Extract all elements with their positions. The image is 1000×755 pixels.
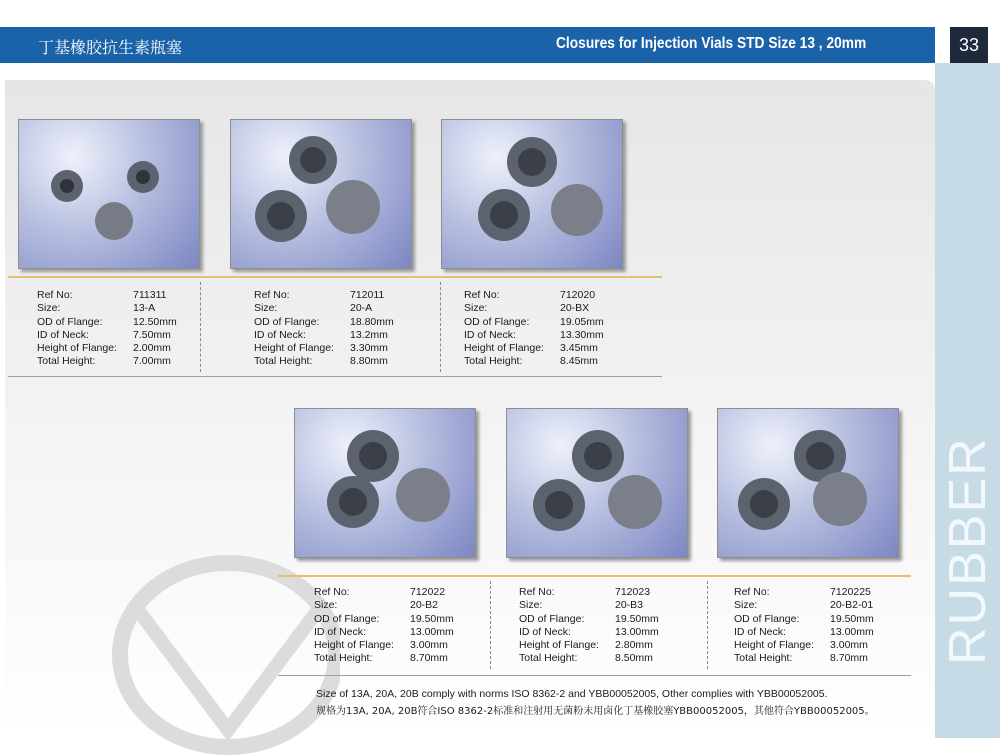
- rubber-stopper-image: [507, 409, 687, 557]
- watermark-logo: [110, 555, 340, 755]
- ref-value: 711311: [133, 289, 167, 301]
- od-flange-value: 19.05mm: [560, 315, 604, 328]
- title-chinese: 丁基橡胶抗生素瓶塞: [38, 38, 183, 57]
- product-photo-712022: [294, 408, 476, 558]
- id-neck-label: ID of Neck:: [254, 328, 306, 341]
- divider-grey: [278, 675, 911, 676]
- od-flange-label: OD of Flange:: [519, 612, 585, 625]
- total-height-label: Total Height:: [314, 652, 373, 665]
- column-divider: [707, 581, 708, 669]
- total-height-value: 8.80mm: [350, 355, 388, 368]
- sidebar-label: RUBBER: [939, 436, 997, 665]
- size-value: 20-B2: [410, 599, 439, 612]
- total-height-value: 8.50mm: [615, 652, 653, 665]
- height-flange-label: Height of Flange:: [37, 342, 117, 355]
- column-divider: [200, 282, 201, 372]
- size-label: Size:: [464, 302, 488, 315]
- page-number: 33: [950, 27, 988, 63]
- ref-label: Ref No:: [37, 289, 73, 301]
- od-flange-value: 18.80mm: [350, 315, 394, 328]
- product-photo-712023: [506, 408, 688, 558]
- id-neck-value: 13.00mm: [410, 625, 454, 638]
- id-neck-value: 13.30mm: [560, 328, 604, 341]
- title-english: Closures for Injection Vials STD Size 13 , 20mm: [556, 35, 867, 52]
- compliance-note-chinese: 规格为13A, 20A, 20B符合ISO 8362-2标准和注射用无菌粉末用卤化丁基橡胶塞YBB00052005，其他符合YBB00052005。: [316, 706, 875, 717]
- id-neck-label: ID of Neck:: [519, 625, 571, 638]
- rubber-stopper-image: [718, 409, 898, 557]
- total-height-label: Total Height:: [734, 652, 793, 665]
- size-value: 20-BX: [560, 302, 590, 315]
- od-flange-value: 19.50mm: [830, 612, 874, 625]
- height-flange-label: Height of Flange:: [734, 639, 814, 652]
- height-flange-value: 2.80mm: [615, 639, 653, 652]
- size-label: Size:: [314, 599, 338, 612]
- ref-value: 712020: [560, 289, 596, 301]
- size-value: 20-B2-01: [830, 599, 874, 612]
- total-height-value: 8.45mm: [560, 355, 598, 368]
- height-flange-value: 3.00mm: [410, 639, 448, 652]
- total-height-label: Total Height:: [37, 355, 96, 368]
- size-value: 20-B3: [615, 599, 644, 612]
- od-flange-label: OD of Flange:: [314, 612, 380, 625]
- compliance-note-english: Size of 13A, 20A, 20B comply with norms ISO 8362-2 and YBB00052005, Other complies with YBB00052005.: [316, 688, 828, 700]
- height-flange-value: 3.00mm: [830, 639, 868, 652]
- total-height-label: Total Height:: [254, 355, 313, 368]
- ref-label: Ref No:: [734, 586, 770, 598]
- id-neck-value: 7.50mm: [133, 328, 171, 341]
- product-photo-711311: [18, 119, 200, 269]
- product-photo-712011: [230, 119, 412, 269]
- rubber-stopper-image: [231, 120, 411, 268]
- size-label: Size:: [734, 599, 758, 612]
- column-divider: [440, 282, 441, 372]
- divider-grey: [8, 376, 662, 377]
- id-neck-value: 13.2mm: [350, 328, 388, 341]
- column-divider: [490, 581, 491, 669]
- ref-value: 712023: [615, 586, 651, 598]
- id-neck-label: ID of Neck:: [734, 625, 786, 638]
- divider-gold: [8, 276, 662, 278]
- rubber-stopper-image: [295, 409, 475, 557]
- product-photo-712020: [441, 119, 623, 269]
- height-flange-label: Height of Flange:: [464, 342, 544, 355]
- od-flange-value: 19.50mm: [615, 612, 659, 625]
- od-flange-label: OD of Flange:: [464, 315, 530, 328]
- size-value: 20-A: [350, 302, 373, 315]
- height-flange-value: 2.00mm: [133, 342, 171, 355]
- divider-gold: [278, 575, 911, 577]
- ref-label: Ref No:: [464, 289, 500, 301]
- height-flange-label: Height of Flange:: [254, 342, 334, 355]
- od-flange-label: OD of Flange:: [734, 612, 800, 625]
- od-flange-label: OD of Flange:: [37, 315, 103, 328]
- id-neck-label: ID of Neck:: [37, 328, 89, 341]
- height-flange-label: Height of Flange:: [519, 639, 599, 652]
- size-label: Size:: [254, 302, 278, 315]
- ref-label: Ref No:: [519, 586, 555, 598]
- rubber-stopper-image: [442, 120, 622, 268]
- od-flange-label: OD of Flange:: [254, 315, 320, 328]
- height-flange-value: 3.30mm: [350, 342, 388, 355]
- id-neck-value: 13.00mm: [830, 625, 874, 638]
- total-height-value: 7.00mm: [133, 355, 171, 368]
- id-neck-label: ID of Neck:: [464, 328, 516, 341]
- od-flange-value: 19.50mm: [410, 612, 454, 625]
- total-height-label: Total Height:: [464, 355, 523, 368]
- ref-value: 712011: [350, 289, 385, 301]
- total-height-value: 8.70mm: [830, 652, 868, 665]
- product-photo-7120225: [717, 408, 899, 558]
- total-height-value: 8.70mm: [410, 652, 448, 665]
- id-neck-label: ID of Neck:: [314, 625, 366, 638]
- ref-value: 7120225: [830, 586, 871, 598]
- height-flange-label: Height of Flange:: [314, 639, 394, 652]
- total-height-label: Total Height:: [519, 652, 578, 665]
- size-value: 13-A: [133, 302, 156, 315]
- ref-label: Ref No:: [254, 289, 290, 301]
- id-neck-value: 13.00mm: [615, 625, 659, 638]
- od-flange-value: 12.50mm: [133, 315, 177, 328]
- size-label: Size:: [37, 302, 61, 315]
- height-flange-value: 3.45mm: [560, 342, 598, 355]
- size-label: Size:: [519, 599, 543, 612]
- rubber-stopper-image: [19, 120, 199, 268]
- ref-value: 712022: [410, 586, 446, 598]
- ref-label: Ref No:: [314, 586, 350, 598]
